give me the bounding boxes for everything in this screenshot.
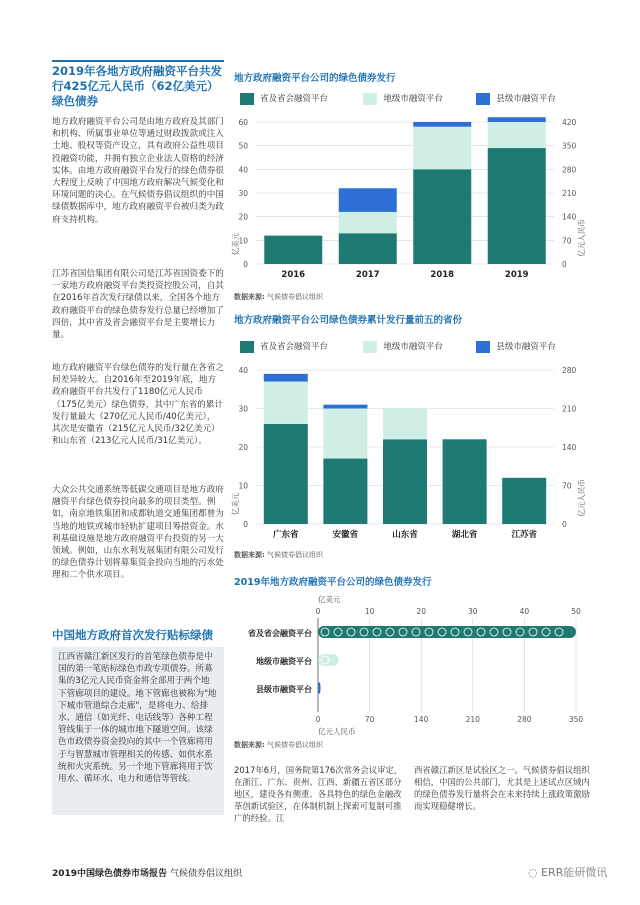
chart3-title: 2019年地方政府融资平台公司的绿色债券发行: [234, 577, 432, 588]
bottom-tick-label: 0: [315, 715, 321, 724]
bar-segment: [383, 409, 427, 440]
top-tick-label: 0: [315, 607, 321, 616]
right-axis-label: 亿元人民币: [577, 479, 586, 517]
chart2-title: 地方政府融资平台公司绿色债券累计发行量前五的省份: [234, 315, 463, 326]
chart3-source: [234, 740, 323, 750]
left-tick-label: 0: [243, 520, 248, 529]
left-tick-label: 0: [243, 260, 248, 269]
category-label: 2018: [430, 270, 455, 280]
category-label: 湖北省: [451, 530, 478, 540]
category-label: 地级市融资平台: [256, 657, 312, 666]
bar-segment: [383, 439, 427, 524]
left-tick-label: 20: [238, 212, 248, 222]
source-text: 气候债券倡议组织: [267, 741, 324, 749]
left-tick-label: 30: [238, 404, 248, 414]
legend-label: 县级市融资平台: [496, 94, 556, 104]
top-tick-label: 30: [468, 607, 478, 616]
paragraph-4: 大众公共交通系统等低碳交通项目是地方政府融资平台绿色债券投向最多的项目类型。例如，南京地铁集团和成都轨道交通集团都曾为当地的地铁或城市轻轨扩建项目筹措资金。水利基础设施是地方政府融资平台投资的另一大领域。例如，山东水利发展集团有限公司发行的绿色债券计划将募集资金投向当地的污水处理和二个供水项目。: [52, 485, 224, 581]
left-tick-label: 40: [238, 165, 248, 175]
left-tick-label: 10: [238, 236, 248, 246]
top-tick-label: 20: [416, 607, 426, 616]
bar-segment: [488, 117, 546, 122]
category-label: 安徽省: [332, 530, 359, 540]
legend-swatch-county: [476, 341, 490, 353]
bar-segment: [413, 122, 471, 127]
right-tick-label: 0: [562, 520, 567, 529]
category-label: 县级市融资平台: [256, 685, 312, 694]
left-tick-label: 30: [238, 189, 248, 198]
bar: [318, 682, 321, 694]
paragraph-3: 地方政府融资平台绿色债券的发行量在各省之间差异较大。自2016年至2019年底，地方政府融资平台共发行了1180亿元人民币（175亿美元）绿色债券，其中广东省的累计发行量最大（270亿元人民币/40亿美元），其次是安徽省（215亿元人民币/32亿美元）和山东省（213亿元人民币/31亿美元）。: [52, 363, 224, 447]
right-tick-label: 140: [562, 212, 577, 222]
bar-segment: [502, 478, 546, 524]
chart1-source: [234, 292, 323, 302]
source-text: 气候债券倡议组织: [267, 293, 324, 301]
legend-label: 省及省会融资平台: [260, 342, 329, 352]
bar-segment: [339, 212, 397, 233]
left-tick-label: 10: [238, 481, 248, 491]
sidebar-text: 江西省赣江新区发行的首笔绿色债券是中国的第一笔贴标绿色市政专项债券。所募集的3亿元人民币资金将全部用于两个地下管廊项目的建设。地下管廊也被称为"地下城市管道综合走廊"，是将电力、给排水、通信（如光纤、电话线等）各种工程管线集于一体的城市地下隧道空间。该绿色市政债券资金投向的其中一个管廊将用于与智慧城市管理相关的传感、如供水系统和火灾系统。另一个地下管廊将用于饮用水、循环水、电力和通信等管线。: [58, 652, 217, 785]
footer-report: 2019中国绿色债券市场报告: [52, 869, 168, 879]
left-tick-label: 20: [238, 443, 248, 452]
section-title: 2019年各地方政府融资平台共发行425亿元人民币（62亿美元）绿色债券: [52, 64, 223, 108]
chart1-title: 地方政府融资平台公司的绿色债券发行: [234, 73, 396, 84]
footer-org: 气候债券倡议组织: [169, 869, 242, 879]
bar-segment: [323, 405, 367, 409]
chart3-plot: [232, 588, 592, 738]
chat-icon: ◌: [528, 866, 542, 879]
bar-segment: [339, 188, 397, 212]
top-tick-label: 40: [519, 607, 530, 616]
category-label: 江苏省: [511, 530, 537, 540]
bar-segment: [413, 169, 471, 264]
bottom-tick-label: 140: [414, 715, 429, 724]
left-axis-label: 亿美元: [231, 232, 240, 256]
source-label: 数据来源:: [234, 741, 265, 749]
bar-segment: [443, 439, 487, 524]
left-axis-label: 亿美元: [231, 492, 240, 516]
paragraph-2: 江苏省国信集团有限公司是江苏省国资委下的一家地方政府融资平台类投资控股公司，自其在2016年首次发行绿债以来，全国各个地方政府融资平台的绿色债券发行总量已经增加了四倍，其中省及省会融资平台是主要增长力量。: [52, 269, 224, 341]
chart2-source: [234, 550, 323, 560]
watermark-text: ERR能研微讯: [541, 866, 608, 879]
right-tick-label: 280: [562, 366, 577, 375]
bottom-column-2: 西省赣江新区是试验区之一。气候债券倡议组织相信，中国的公共部门，尤其是上述试点区域内的绿色债券发行量将会在未来持续上涨政策激励而实现稳健增长。: [414, 765, 590, 811]
bottom-tick-label: 210: [465, 715, 480, 724]
legend-swatch-provincial: [240, 93, 254, 105]
legend-swatch-prefecture: [363, 93, 377, 105]
legend-swatch-provincial: [240, 341, 254, 353]
right-tick-label: 0: [562, 260, 567, 269]
top-tick-label: 10: [364, 607, 375, 616]
bar-segment: [413, 127, 471, 170]
sidebar-box: [52, 647, 224, 815]
footer: [52, 866, 242, 879]
category-label: 2019: [504, 270, 529, 280]
bottom-tick-label: 350: [568, 715, 584, 724]
right-tick-label: 420: [562, 118, 577, 127]
legend-label: 地级市融资平台: [383, 342, 443, 352]
source-text: 气候债券倡议组织: [267, 551, 324, 559]
chart1-legend: [240, 92, 556, 105]
bar-segment: [264, 382, 308, 424]
bottom-tick-label: 280: [517, 715, 532, 724]
source-label: 数据来源:: [234, 293, 265, 301]
bar-segment: [488, 148, 546, 264]
bottom-tick-label: 70: [364, 715, 375, 724]
chart2-plot: [232, 358, 592, 548]
bar-segment: [323, 409, 367, 459]
right-tick-label: 70: [562, 481, 572, 491]
left-tick-label: 40: [238, 366, 248, 375]
bar-segment: [264, 424, 308, 524]
top-tick-label: 50: [571, 607, 581, 616]
bar-segment: [339, 233, 397, 264]
top-axis-label: 亿美元: [318, 595, 341, 604]
category-label: 省及省会融资平台: [248, 629, 312, 638]
category-label: 2016: [281, 270, 306, 280]
watermark: [528, 864, 607, 880]
paragraph-1: 地方政府融资平台公司是由地方政府及其部门和机构、所属事业单位等通过财政拨款或注入土地、股权等资产设立，具有政府公益性项目投融资功能，并拥有独立企业法人资格的经济实体。由地方政府融资平台发行的绿色债券很大程度上反映了中国地方政府解决气候变化和环境问题的决心。在气候债券倡议组织的中国绿债数据库中，地方政府融资平台被归类为政府支持机构。: [52, 117, 224, 225]
bar-segment: [488, 122, 546, 148]
right-tick-label: 350: [562, 141, 577, 151]
bottom-column-1: 2017年6月，国务院第176次常务会议审定，在浙江、广东、贵州、江西、新疆五省区部分地区，建设各有侧重、各具特色的绿色金融改革创新试验区，在体制机制上探索可复制可推广的经验。江: [234, 765, 403, 823]
category-label: 2017: [355, 270, 380, 280]
category-label: 广东省: [273, 530, 299, 540]
bottom-axis-label: 亿元人民币: [318, 727, 356, 736]
left-tick-label: 50: [238, 141, 248, 151]
legend-swatch-county: [476, 93, 490, 105]
bar-segment: [264, 236, 322, 264]
legend-label: 省及省会融资平台: [260, 94, 329, 104]
right-tick-label: 280: [562, 165, 577, 175]
legend-label: 地级市融资平台: [383, 94, 443, 104]
right-tick-label: 210: [562, 189, 577, 198]
bar-segment: [323, 459, 367, 524]
right-axis-label: 亿元人民币: [577, 219, 586, 257]
legend-swatch-prefecture: [363, 341, 377, 353]
bar-segment: [264, 374, 308, 382]
source-label: 数据来源:: [234, 551, 265, 559]
chart1-plot: [232, 112, 592, 290]
right-tick-label: 70: [562, 236, 572, 246]
left-tick-label: 60: [238, 118, 248, 127]
chart2-legend: [240, 340, 556, 353]
section-title-2: 中国地方政府首次发行贴标绿债: [52, 628, 213, 642]
title-rule: [52, 60, 224, 62]
legend-label: 县级市融资平台: [496, 342, 556, 352]
right-tick-label: 210: [562, 404, 577, 414]
right-tick-label: 140: [562, 443, 577, 452]
category-label: 山东省: [392, 530, 418, 540]
